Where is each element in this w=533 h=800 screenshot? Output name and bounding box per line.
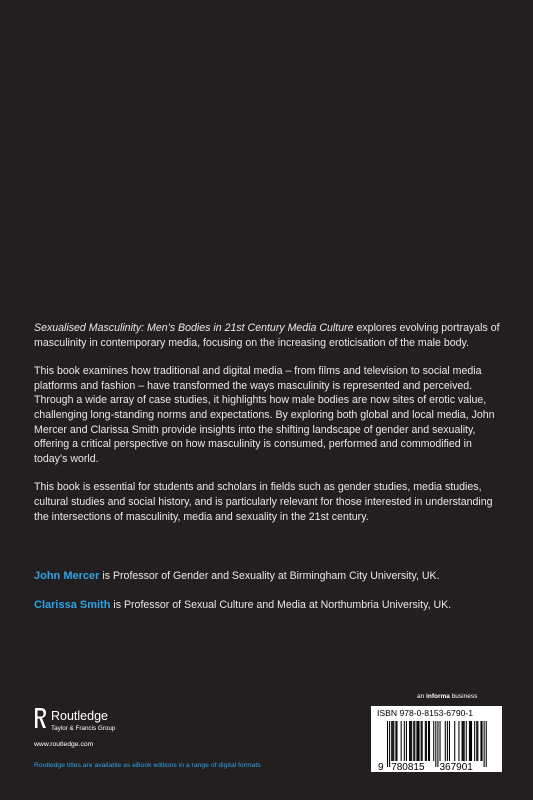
barcode-bar	[425, 721, 426, 761]
blurb-paragraph-1	[34, 321, 504, 350]
barcode-icon	[377, 721, 496, 771]
barcode-bar	[411, 721, 412, 761]
barcode-bar	[449, 721, 450, 761]
barcode-bar	[422, 721, 423, 761]
barcode-digits: 780815	[391, 762, 425, 771]
blurb-paragraph-3: This book is essential for students and scholars in fields such as gender studies, media studies, cultural studies and social history, and is particularly relevant for those interested in understanding the intersections of masculinity, media and sexuality in the 21st century.	[34, 481, 493, 523]
author-bio-text: is Professor of Gender and Sexuality at Birmingham City University, UK.	[99, 570, 440, 582]
barcode-bar	[466, 721, 467, 761]
author-bio-1	[34, 569, 440, 583]
barcode-bar	[458, 721, 459, 761]
barcode-bar	[429, 721, 430, 761]
barcode-bar	[462, 721, 463, 761]
barcode-bar	[440, 721, 441, 761]
back-cover-blurb	[34, 321, 504, 538]
barcode-bar	[401, 721, 402, 761]
ebook-note: Routledge titles are available as eBook editions in a range of digital formats	[34, 762, 261, 769]
blurb-paragraph-2: This book examines how traditional and digital media – from films and television to social media platforms and fashion – have transformed the ways masculinity is represented and perceived. Through a wide array of case studies, it highlights how male bodies are now sites of erotic value, challenging long-standing norms and expectations. By exploring both global and local media, John Mercer and Clarissa Smith provide insights into the shifting landscape of gender and sexuality, offering a critical perspective on how masculinity is consumed, performed and commodified in today’s world.	[34, 365, 495, 465]
isbn-barcode	[371, 706, 502, 772]
barcode-bar	[391, 721, 392, 761]
barcode-bar	[419, 721, 420, 761]
barcode-bar	[387, 721, 388, 767]
barcode-bar	[447, 721, 448, 761]
barcode-bar	[416, 721, 417, 761]
barcode-bar	[426, 721, 427, 761]
barcode-bar	[413, 721, 414, 761]
barcode-bar	[395, 721, 396, 761]
barcode-bar	[435, 721, 436, 767]
barcode-bar	[474, 721, 475, 761]
author-name: Clarissa Smith	[34, 599, 111, 611]
barcode-bar	[393, 721, 394, 761]
publisher-url: www.routledge.com	[34, 741, 94, 748]
barcode-bar	[433, 721, 434, 761]
author-name: John Mercer	[34, 570, 100, 582]
barcode-bar	[414, 721, 415, 761]
barcode-bar	[477, 721, 478, 761]
author-bio-2	[34, 598, 451, 612]
barcode-bar	[484, 721, 485, 767]
barcode-bar	[410, 721, 411, 761]
barcode-bar	[471, 721, 472, 761]
barcode-bar	[392, 721, 393, 761]
barcode-digits: 9	[378, 762, 384, 771]
barcode-bar	[396, 721, 397, 761]
barcode-bar	[470, 721, 471, 761]
barcode-bar	[404, 721, 405, 761]
barcode-bar	[469, 721, 470, 761]
barcode-bar	[486, 721, 487, 767]
barcode-bar	[437, 721, 438, 767]
barcode-bar	[482, 721, 483, 761]
routledge-r-icon	[34, 707, 48, 729]
barcode-bar	[417, 721, 418, 761]
informa-business-mark: an informa business	[417, 693, 478, 700]
isbn-label: ISBN 978-0-8153-6790-1	[377, 708, 474, 718]
barcode-bar	[480, 721, 481, 761]
barcode-bar	[406, 721, 407, 761]
barcode-bar	[409, 721, 410, 761]
barcode-bar	[421, 721, 422, 761]
informa-brand: informa	[426, 693, 450, 700]
barcode-bar	[464, 721, 465, 761]
barcode-bar	[476, 721, 477, 761]
barcode-bar	[454, 721, 455, 761]
barcode-bar	[428, 721, 429, 761]
barcode-bar	[463, 721, 464, 761]
publisher-name: Routledge	[51, 709, 108, 723]
barcode-digits: 367901	[439, 762, 473, 771]
barcode-bar	[445, 721, 446, 761]
author-bio-text: is Professor of Sexual Culture and Media at Northumbria University, UK.	[110, 599, 452, 611]
blurb-paragraph-1-text: explores evolving portrayals of masculinity in contemporary media, focusing on the increasing eroticisation of the male body.	[34, 322, 500, 349]
publisher-group: Taylor & Francis Group	[51, 725, 116, 732]
barcode-bar	[389, 721, 390, 767]
book-title: Sexualised Masculinity: Men’s Bodies in 21st Century Media Culture	[34, 322, 354, 334]
